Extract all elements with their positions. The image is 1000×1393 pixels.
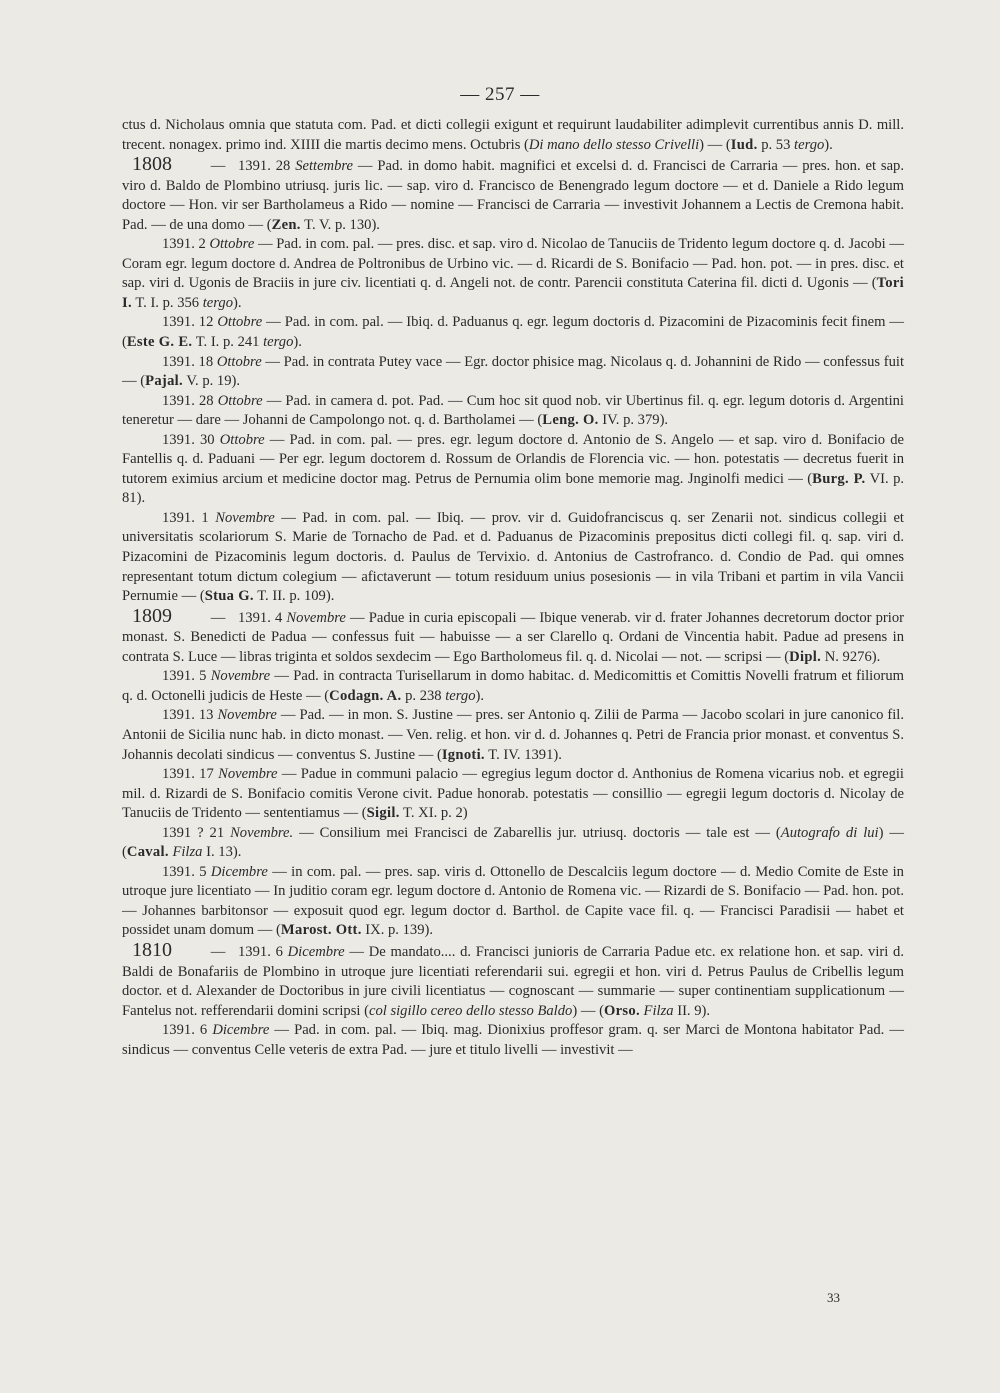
source-reference: Marost. Ott. <box>280 922 362 939</box>
entry-paragraph: 1391. 18 Ottobre — Pad. in contrata Putey vace — Egr. doctor phisice mag. Nicolaus q. d. Johannini de Rido — confessus fuit — (Pajal. V. p. 19). <box>122 353 904 390</box>
source-reference: Sigil. <box>366 805 400 822</box>
entry-paragraph: 1391 ? 21 Novembre. — Consilium mei Francisci de Zabarellis jur. utriusq. doctoris — tale est — (Autografo di lui) — (Caval. Filza I. 13). <box>122 824 904 861</box>
source-reference: Leng. O. <box>542 412 599 429</box>
entry-paragraph: 1391. 28 Ottobre — Pad. in camera d. pot. Pad. — Cum hoc sit quod nob. vir Ubertinus fil. q. egr. legum dotoris d. Argentini teneretur — dare — Johanni de Campolongo not. q. d. Bartholamei — (Leng. O. IV. p. 379). <box>122 392 904 429</box>
document-entry: 1808 — 1391. 28 Settembre — Pad. in domo habit. magnifici et excelsi d. d. Francisci de Carraria — pres. hon. et sap. viro d. Baldo de Plombino utriusq. juris lic. — sap. viro d. Francisco de Benengrado legum doctore — et d. Daniele a Rido legum doctore — Hon. vir ser Bartholameus a Rido — nomine — Francisci de Carraria — investivit Johannem a Lectis de Cremona habit. Pad. — de una domo — (Zen. T. V. p. 130). <box>122 153 904 233</box>
entry-date: Dicembre <box>210 863 268 880</box>
entry-paragraph: 1391. 5 Dicembre — in com. pal. — pres. sap. viris d. Ottonello de Descalciis legum doctore — d. Medio Comite de Este in utroque jure licentiato — In juditio coram egr. legum doctore d. Antonio de Romena vic. — Rizardi de S. Bonifacio — Pad. hon. pot. — Johannes barbitonsor — exposuit quod egr. legum doctor d. Barthol. de Capite vace fil. q. — Francisci Paradisii — habet et possidet unam domum — (Marost. Ott. IX. p. 139). <box>122 863 904 939</box>
printer-signature: 33 <box>827 1290 840 1305</box>
document-number: 1808 <box>132 153 172 176</box>
entry-paragraph: 1391. 2 Ottobre — Pad. in com. pal. — pres. disc. et sap. viro d. Nicolao de Tanuciis de Tridento legum doctore q. d. Jacobi — Coram egr. legum doctore d. Andrea de Poltronibus de Urbino vic. — d. Ricardi de S. Bonifacio — Pad. hon. pot. — in pres. disc. et sap. viri d. Ugonis de Braciis in jure civ. licentiati q. d. Angeli not. de contr. Parencii constituta Caterina fil. dicti d. Ugonis — (Tori I. T. I. p. 356 tergo). <box>122 236 904 311</box>
source-reference: Iud. <box>730 136 758 153</box>
entry-date: Dicembre <box>212 1022 270 1039</box>
entry-date: Novembre <box>286 609 346 626</box>
text-body <box>122 116 904 1060</box>
source-reference: Stua G. <box>204 588 254 605</box>
source-reference: Dipl. <box>789 648 822 665</box>
entry-date: Ottobre <box>216 353 262 370</box>
entry-date: Novembre <box>217 707 277 724</box>
entry-date: Ottobre <box>217 392 263 409</box>
source-reference: Orso. <box>603 1002 640 1019</box>
source-reference: Ignoti. <box>441 746 485 763</box>
entry-date: Settembre <box>295 158 353 175</box>
entry-date: Dicembre <box>287 943 345 960</box>
entry-paragraph: 1391. 13 Novembre — Pad. — in mon. S. Justine — pres. ser Antonio q. Zilii de Parma — Jacobo scolari in jure canonico fil. Antonii de Sicilia nunc hab. in dicto monast. — Ven. relig. et hon. vir d. d. Johannes q. Petri de Francia prior monast. et conventus S. Johannis decolati sindicus — conventus S. Justine — (Ignoti. T. IV. 1391). <box>122 707 904 763</box>
entry-date: Novembre <box>210 668 271 685</box>
source-reference: Tori I. <box>122 275 904 311</box>
entry-date: Ottobre <box>217 314 263 331</box>
entry-paragraph: 1391. 6 Dicembre — Pad. in com. pal. — Ibiq. mag. Dionixius proffesor gram. q. ser Marci de Montona habitator Pad. — sindicus — conventus Celle veteris de extra Pad. — jure et titulo livelli — investivit — <box>122 1022 904 1058</box>
entry-paragraph: 1391. 1 Novembre — Pad. in com. pal. — Ibiq. — prov. vir d. Guidofranciscus q. ser Zenarii not. sindicus collegii et universitatis scolariorum S. Marie de Tornacho de Pad. et d. Paduanus de Pizacominis prepositus dicti collegi fil. q. sap. viri d. Pizacomini de Pizacominis legum doctoris. d. Paulus de Tervixio. d. Antonius de Castrofranco. d. Condio de Pad. qui omnes representant totum dictum colegium — afictaverunt — totum residuum unius posesionis — in vila Tribani et partim in vila Vancii Pernumie — (Stua G. T. II. p. 109). <box>122 509 904 605</box>
source-reference: Zen. <box>271 216 301 233</box>
document-entry: 1810 — 1391. 6 Dicembre — De mandato.... d. Francisci junioris de Carraria Padue etc. ex relatione hon. et sap. viri d. Baldi de Bonafariis de Plombino in utroque jure licentiati referendarii sui. egregii et hon. viri d. Petrus Paulus de Cribellis legum doctor. et d. Alexander de Doctoribus in jure civili licentiatus — cognoscant — summarie — super continentiam supplicationum — Fantelus not. refferendarii domini scripsi (col sigillo cereo dello stesso Baldo) — (Orso. Filza II. 9). <box>122 938 904 1019</box>
entry-date: Novembre. <box>230 824 294 841</box>
entry-date: Novembre <box>218 766 278 783</box>
source-reference: Este G. E. <box>126 334 193 351</box>
document-number: 1809 <box>132 604 172 627</box>
entry-paragraph: 1391. 30 Ottobre — Pad. in com. pal. — pres. egr. legum doctore d. Antonio de S. Angelo — et sap. viro d. Bonifacio de Fantellis q. d. Paduani — Per egr. legum doctorem d. Rossum de Orlandis de Florencia vic. — hon. potestatis — decretus fuerit in tutorem eximius arcium et medicine doctor mag. Petrus de Pernumia olim bone memorie mag. Jnginolfi medici — (Burg. P. VI. p. 81). <box>122 431 905 507</box>
entry-paragraph: 1391. 5 Novembre — Pad. in contracta Turisellarum in domo habitac. d. Medicomittis et Comittis Novelli fratrum et filiorum q. d. Octonelli judicis de Heste — (Codagn. A. p. 238 tergo). <box>122 668 904 704</box>
document-entry: 1809 — 1391. 4 Novembre — Padue in curia episcopali — Ibique venerab. vir d. frater Johannes decretorum doctor prior monast. S. Benedicti de Padua — confessus fuit — habuisse — a ser Clarello q. Ordani de Vincentia habit. Padue ad presens in contrata S. Luce — libras triginta et soldos sexdecim — Ego Bartholomeus fil. q. d. Nicolai — not. — scripsi — (Dipl. N. 9276). <box>122 604 904 665</box>
entry-date: Novembre <box>215 509 275 526</box>
document-number: 1810 <box>132 938 172 961</box>
page-number: — 257 — <box>460 84 540 105</box>
entry-paragraph: 1391. 17 Novembre — Padue in communi palacio — egregius legum doctor d. Anthonius de Romena vicarius nob. et egregii mil. d. Rizardi de S. Bonifacio comitis Verone civit. Padue honorab. potestatis — consillio — egregii legum doctoris d. Nicolay de Tanuciis de Tridento — sententiamus — (Sigil. T. XI. p. 2) <box>122 766 904 822</box>
paragraph: ctus d. Nicholaus omnia que statuta com. Pad. et dicti collegii exigunt et requirunt laudabiliter adimplevit currentibus annis D. mill. trecent. nonagex. primo ind. XIIII die martis decimo mens. Octubris (Di mano dello stesso Crivelli) — (Iud. p. 53 tergo). <box>122 117 904 153</box>
entry-paragraph: 1391. 12 Ottobre — Pad. in com. pal. — Ibiq. d. Paduanus q. egr. legum doctoris d. Pizacomini de Pizacominis fecit finem — (Este G. E. T. I. p. 241 tergo). <box>122 314 904 351</box>
source-reference: Codagn. A. <box>329 687 402 704</box>
source-reference: Pajal. <box>145 373 183 390</box>
source-reference: Caval. <box>126 844 169 861</box>
source-reference: Burg. P. <box>812 470 866 487</box>
entry-date: Ottobre <box>219 431 265 448</box>
entry-date: Ottobre <box>209 236 255 253</box>
